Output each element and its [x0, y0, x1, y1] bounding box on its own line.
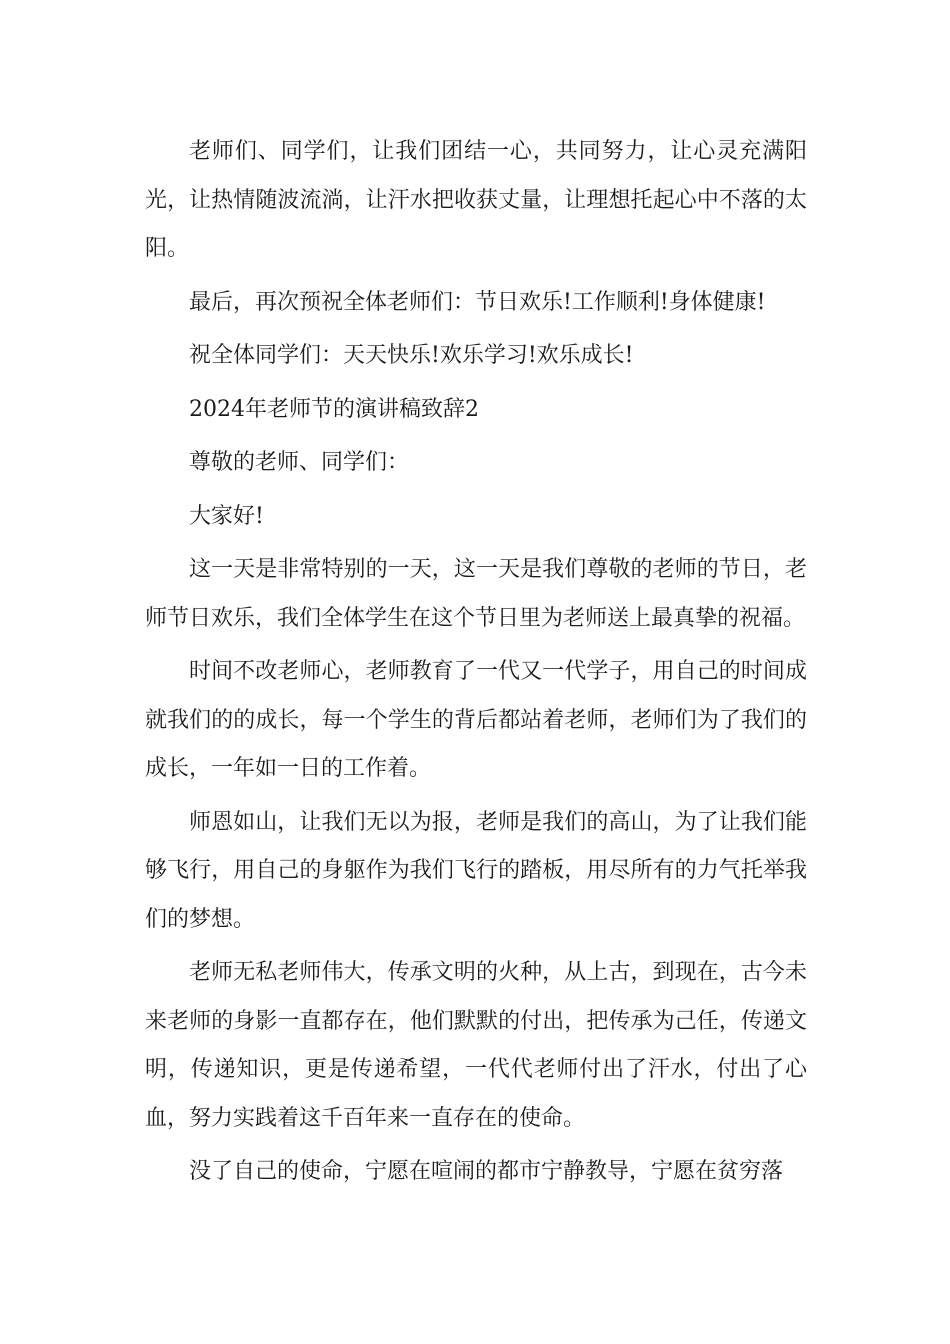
paragraph-time: 时间不改老师心，老师教育了一代又一代学子，用自己的时间成就我们的的成长，每一个学生的背后都站着老师，老师们为了我们的成长，一年如一日的工作着。: [145, 659, 807, 781]
paragraph-teacher-blessing: 最后，再次预祝全体老师们：节日欢乐!工作顺利!身体健康!: [189, 289, 766, 315]
paragraph-selfless: 老师无私老师伟大，传承文明的火种，从上古，到现在，古今未来老师的身影一直都存在，他们默默的付出，把传承为己任，传递文明，传递知识，更是传递希望，一代代老师付出了汗水，付出了心血，努力实践着这千百年来一直存在的使命。: [145, 960, 807, 1131]
paragraph-closing-wish: 老师们、同学们，让我们团结一心，共同努力，让心灵充满阳光，让热情随波流淌，让汗水把收获丈量，让理想托起心中不落的太阳。: [145, 139, 807, 261]
document-body: [145, 128, 807, 1202]
paragraph-student-blessing: 祝全体同学们：天天快乐!欢乐学习!欢乐成长!: [189, 343, 634, 368]
paragraph-mountain: 师恩如山，让我们无以为报，老师是我们的高山，为了让我们能够飞行，用自己的身躯作为我们飞行的踏板，用尽所有的力气托举我们的梦想。: [145, 809, 807, 932]
greeting: 大家好!: [189, 503, 264, 529]
speech-title: 2024年老师节的演讲稿致辞2: [189, 396, 479, 422]
paragraph-special-day: 这一天是非常特别的一天，这一天是我们尊敬的老师的节日，老师节日欢乐，我们全体学生在这个节日里为老师送上最真挚的祝福。: [145, 557, 807, 631]
salutation: 尊敬的老师、同学们：: [189, 450, 410, 475]
paragraph-mission: 没了自己的使命，宁愿在喧闹的都市宁静教导，宁愿在贫穷落: [189, 1159, 784, 1184]
